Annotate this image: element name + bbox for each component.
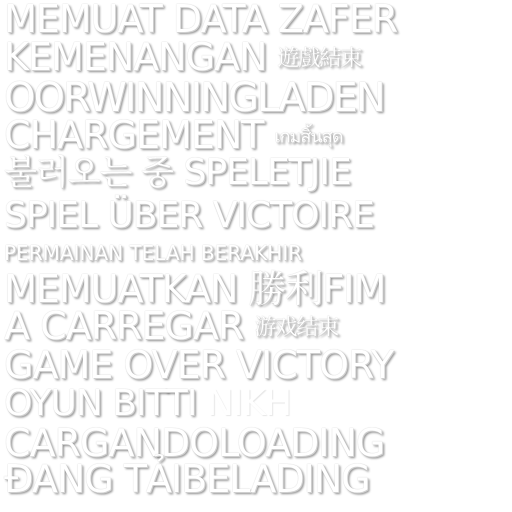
text-line-8: MEMUATKAN 勝利FIM bbox=[4, 267, 386, 311]
text-line-2 bbox=[4, 35, 362, 79]
text-line-9-b: 游戏结束 bbox=[254, 315, 339, 341]
text-line-4 bbox=[4, 113, 343, 157]
text-line-1: MEMUAT DATA ZAFER bbox=[4, 0, 398, 41]
text-line-5-b: SPELETJIE bbox=[183, 152, 351, 193]
text-line-6-a: SPIEL ÜBER bbox=[4, 195, 203, 236]
text-line-4-a: CHARGEMENT bbox=[4, 113, 264, 157]
text-line-3: OORWINNINGLADEN bbox=[4, 75, 384, 121]
text-line-6 bbox=[4, 195, 374, 236]
text-line-11 bbox=[4, 383, 292, 424]
text-line-5 bbox=[4, 152, 351, 193]
text-line-2-a: KEMENANGAN bbox=[4, 35, 267, 79]
text-line-9 bbox=[4, 304, 339, 348]
text-line-5-a: 불러오는 중 bbox=[4, 153, 174, 193]
text-line-7: PERMAINAN TELAH BERAKHIR bbox=[4, 241, 302, 265]
text-line-12: CARGANDOLOADING bbox=[4, 421, 385, 465]
text-line-11-b: ΝΙΚΗ bbox=[206, 383, 292, 424]
text-line-11-a: OYUN BITTI bbox=[4, 383, 197, 424]
text-line-6-b: VICTOIRE bbox=[212, 195, 374, 236]
text-line-13: ĐANG TẢIBELADING bbox=[4, 457, 370, 501]
text-line-10: GAME OVER VICTORY bbox=[4, 343, 394, 387]
text-line-9-a: A CARREGAR bbox=[4, 304, 244, 348]
text-line-4-b: เกมสิ้นสุด bbox=[274, 126, 343, 148]
text-line-2-b: 遊戲結束 bbox=[277, 46, 362, 72]
